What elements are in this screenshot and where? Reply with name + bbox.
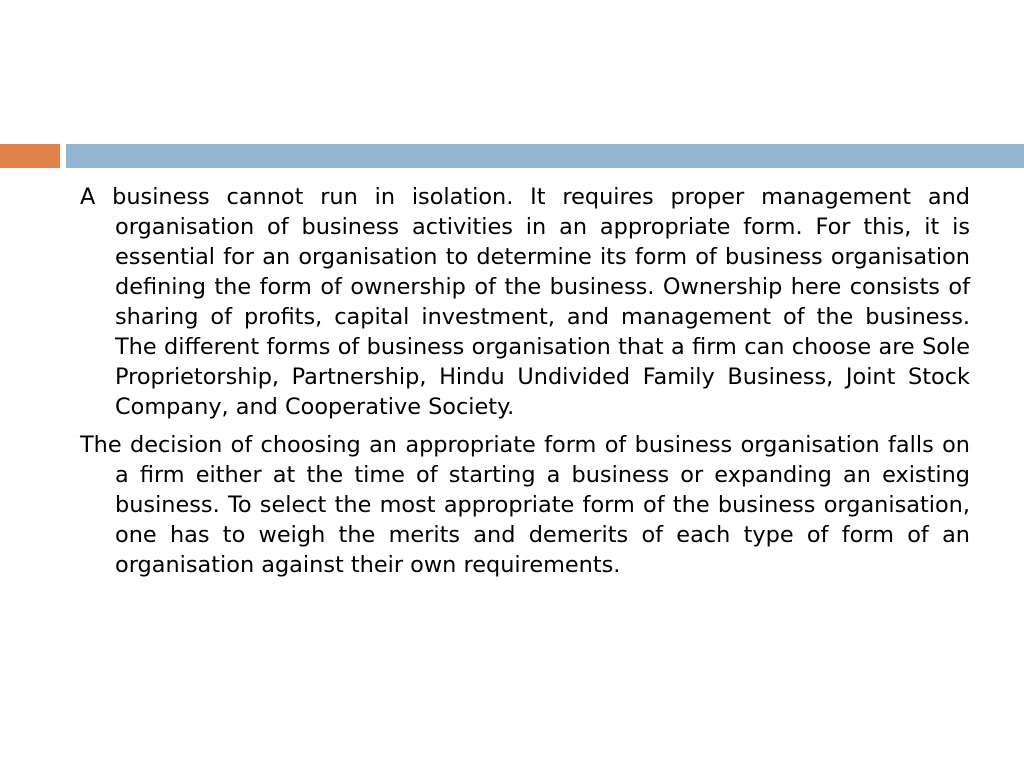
- paragraph-2: The decision of choosing an appropriate form of business organisation falls on a firm either at the time of starting a business or expanding an existing business. To select the most appropriate form of the business organisation, one has to weigh the merits and demerits of each type of form of an organisation against their own requirements.: [80, 432, 970, 578]
- accent-bar-blue: [66, 144, 1024, 168]
- paragraph-1: A business cannot run in isolation. It requires proper management and organisation of business activities in an appropriate form. For this, it is essential for an organisation to determine its form of business organisation defining the form of ownership of the business. Ownership here consists of sharing of profits, capital investment, and management of the business. The different forms of business organisation that a firm can choose are Sole Proprietorship, Partnership, Hindu Undivided Family Business, Joint Stock Company, and Cooperative Society.: [80, 184, 970, 420]
- slide-body: [80, 182, 970, 588]
- accent-bar-orange: [0, 144, 60, 168]
